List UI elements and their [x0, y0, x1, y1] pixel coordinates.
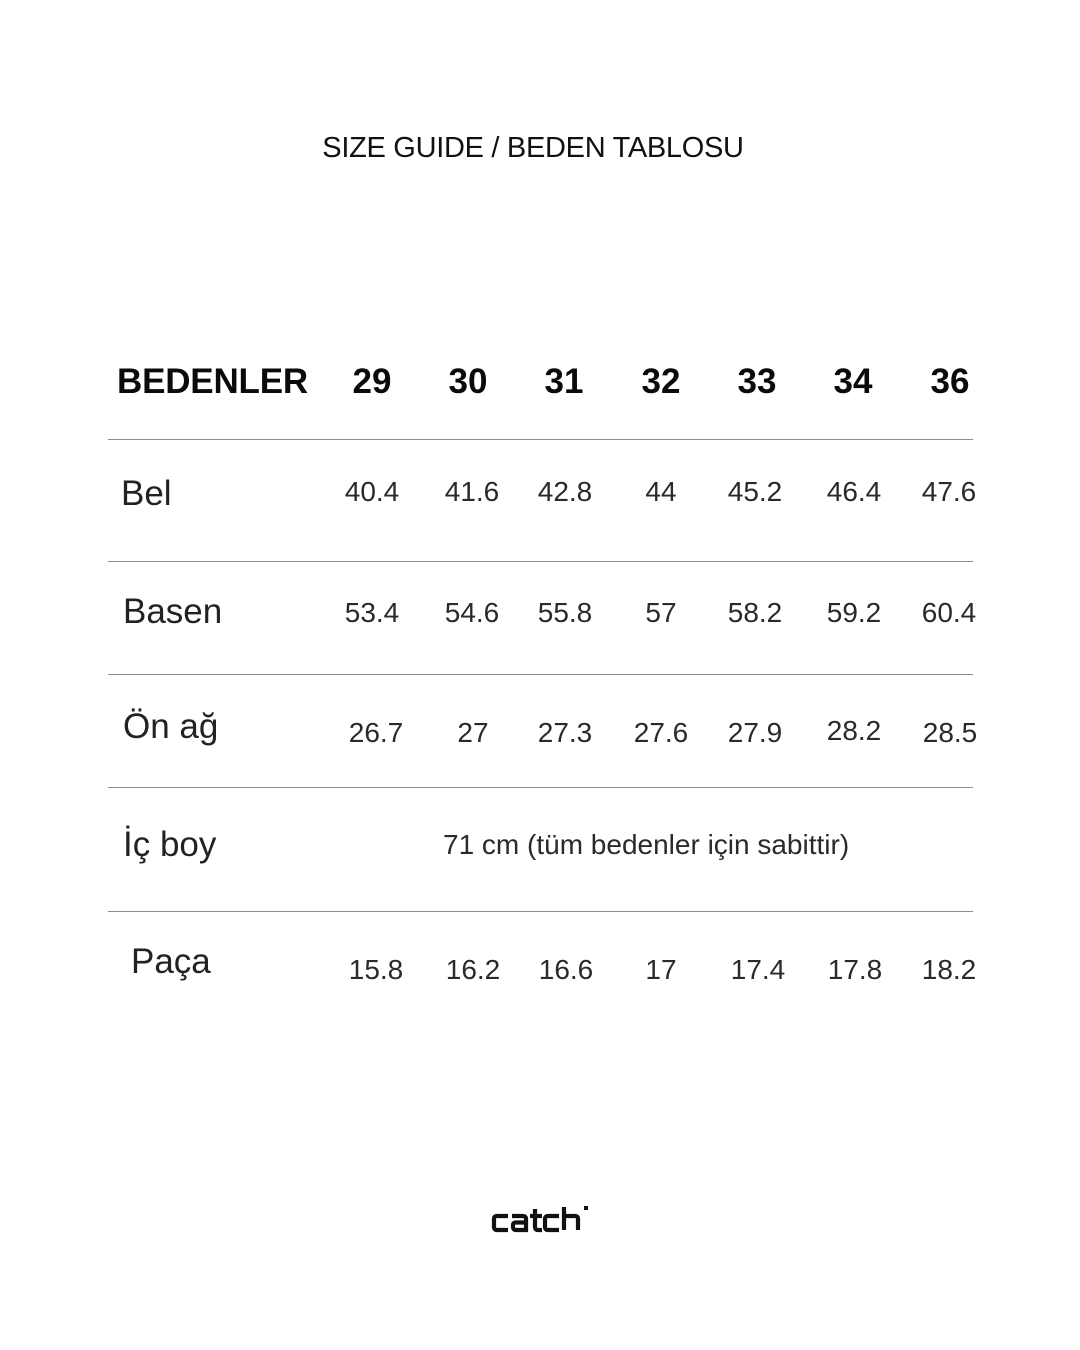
cell-paca-36: 18.2	[921, 954, 977, 985]
cell-basen-36: 60.4	[921, 597, 977, 628]
divider	[108, 439, 973, 440]
cell-basen-34: 59.2	[826, 597, 882, 628]
cell-on-ag-36: 28.5	[922, 717, 978, 748]
cell-bel-30: 41.6	[444, 476, 500, 507]
cell-paca-32: 17	[645, 954, 677, 985]
row-label-basen: Basen	[123, 592, 223, 631]
cell-on-ag-32: 27.6	[633, 717, 689, 748]
size-32: 32	[641, 362, 681, 401]
size-36: 36	[930, 362, 970, 401]
row-ic-boy	[0, 825, 1080, 885]
brand-logo	[0, 1204, 1080, 1239]
cell-on-ag-31: 27.3	[537, 717, 593, 748]
size-31: 31	[544, 362, 584, 401]
row-basen	[0, 592, 1080, 652]
size-header-row	[0, 362, 1080, 410]
size-33: 33	[737, 362, 777, 401]
cell-paca-29: 15.8	[348, 954, 404, 985]
row-paca	[0, 942, 1080, 1002]
size-30: 30	[448, 362, 488, 401]
cell-bel-32: 44	[645, 476, 677, 507]
cell-on-ag-29: 26.7	[348, 717, 404, 748]
cell-on-ag-34: 28.2	[826, 715, 882, 746]
row-label-bel: Bel	[121, 474, 172, 513]
cell-basen-30: 54.6	[444, 597, 500, 628]
cell-paca-31: 16.6	[538, 954, 594, 985]
ic-boy-note: 71 cm (tüm bedenler için sabittir)	[443, 829, 850, 860]
cell-bel-29: 40.4	[344, 476, 400, 507]
header-label: BEDENLER	[117, 362, 308, 401]
cell-bel-33: 45.2	[727, 476, 783, 507]
cell-on-ag-30: 27	[457, 717, 489, 748]
divider	[108, 561, 973, 562]
cell-bel-31: 42.8	[537, 476, 593, 507]
cell-paca-34: 17.8	[827, 954, 883, 985]
row-label-on-ag: Ön ağ	[123, 707, 219, 746]
row-bel	[0, 474, 1080, 534]
divider	[108, 674, 973, 675]
cell-basen-29: 53.4	[344, 597, 400, 628]
row-label-paca: Paça	[131, 942, 211, 981]
cell-bel-34: 46.4	[826, 476, 882, 507]
cell-basen-31: 55.8	[537, 597, 593, 628]
size-29: 29	[352, 362, 392, 401]
divider	[108, 911, 973, 912]
cell-paca-33: 17.4	[730, 954, 786, 985]
cell-basen-32: 57	[645, 597, 677, 628]
catch-logo-icon	[491, 1204, 589, 1234]
cell-on-ag-33: 27.9	[727, 717, 783, 748]
cell-paca-30: 16.2	[445, 954, 501, 985]
row-on-ag	[0, 707, 1080, 767]
divider	[108, 787, 973, 788]
cell-bel-36: 47.6	[921, 476, 977, 507]
cell-basen-33: 58.2	[727, 597, 783, 628]
size-34: 34	[833, 362, 873, 401]
row-label-ic-boy: İç boy	[123, 825, 217, 864]
page-title: SIZE GUIDE / BEDEN TABLOSU	[322, 132, 744, 164]
